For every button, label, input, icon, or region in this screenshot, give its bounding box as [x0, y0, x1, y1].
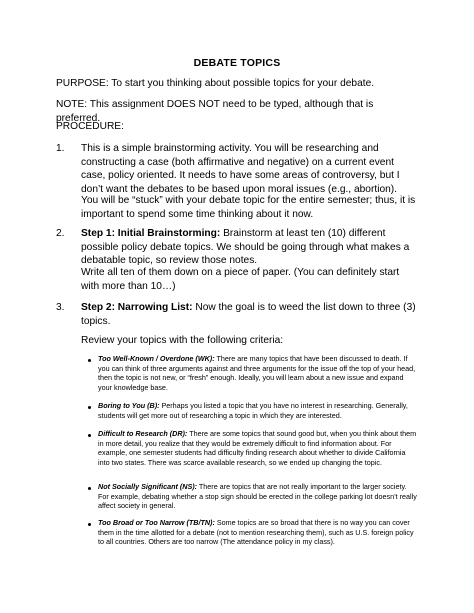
criterion-difficult — [98, 429, 418, 467]
criterion-heading: Too Well-Known / Overdone (WK): — [98, 354, 215, 363]
step-2-body: Brainstorm at least ten (10) different possible policy debate topics. We should be going through what makes a debatable topic, so review those notes. — [81, 228, 410, 267]
step-3-text — [81, 301, 417, 328]
step-3-number: 3. — [56, 302, 65, 313]
bullet-icon — [88, 523, 91, 526]
procedure-label: PROCEDURE: — [56, 121, 124, 132]
criterion-text: Some topics are so broad that there is no way you can cover them in the time allotted for a debate (not to mention researching them), such as U.S. foreign policy to all countries. Others are too narrow (The attendance policy in my class). — [98, 518, 414, 547]
bullet-icon — [88, 359, 91, 362]
bullet-icon — [88, 434, 91, 437]
step-3-body: Now the goal is to weed the list down to three (3) topics. — [81, 302, 416, 327]
criterion-heading: Difficult to Research (DR): — [98, 429, 188, 438]
step-3-heading: Step 2: Narrowing List: — [81, 302, 193, 313]
step-2-heading: Step 1: Initial Brainstorming: — [81, 228, 221, 239]
step-1-text: This is a simple brainstorming activity. You will be researching and constructing a case (both affirmative and negative) on a current event case, policy oriented. It needs to have some areas of controversy, but I don’t want the debates to be based upon moral issues (e.g., abortion). — [81, 143, 400, 195]
criterion-text: Perhaps you listed a topic that you have no interest in researching. Generally, students will get more out of researching a topic in which they are interested. — [98, 401, 408, 420]
step-1-extra: You will be “stuck” with your debate topic for the entire semester; thus, it is important to spend some time thinking about it now. — [81, 195, 416, 220]
step-2-number: 2. — [56, 228, 65, 239]
criterion-text: There are topics that are not really important to the larger society. For example, debating whether a stop sign should be erected in the college parking lot doesn’t really affect society in general. — [98, 482, 417, 511]
criterion-heading: Boring to You (B): — [98, 401, 160, 410]
step-1-number: 1. — [56, 143, 65, 154]
criterion-broad-narrow — [98, 518, 418, 547]
criterion-not-significant — [98, 482, 418, 511]
criterion-heading: Not Socially Significant (NS): — [98, 482, 198, 491]
criterion-boring — [98, 401, 418, 420]
criterion-text: There are some topics that sound good but, when you think about them in more detail, you realize that they would be extremely difficult to find information about. For example, one semester students had difficulty finding research about whether to divide California into two states. There was scarce available research, so we ended up changing the topic. — [98, 429, 417, 467]
step-3-extra: Review your topics with the following criteria: — [81, 335, 284, 346]
page-title: DEBATE TOPICS — [193, 57, 281, 69]
bullet-icon — [88, 406, 91, 409]
step-2-extra: Write all ten of them down on a piece of paper. (You can definitely start with more than 10…) — [81, 267, 400, 292]
note-line: NOTE: This assignment DOES NOT need to be typed, although that is preferred. — [56, 99, 374, 124]
purpose-line: PURPOSE: To start you thinking about possible topics for your debate. — [56, 78, 375, 89]
criterion-heading: Too Broad or Too Narrow (TB/TN): — [98, 518, 215, 527]
step-2-text — [81, 227, 417, 268]
criterion-text: There are many topics that have been discussed to death. If you can think of three arguments against and three arguments for the issue off the top of your head, then the topic is not new, or “fresh” enough. Ideally, you will learn about a new issue and expand your knowledge base. — [98, 354, 416, 392]
bullet-icon — [88, 487, 91, 490]
criterion-well-known — [98, 354, 418, 392]
